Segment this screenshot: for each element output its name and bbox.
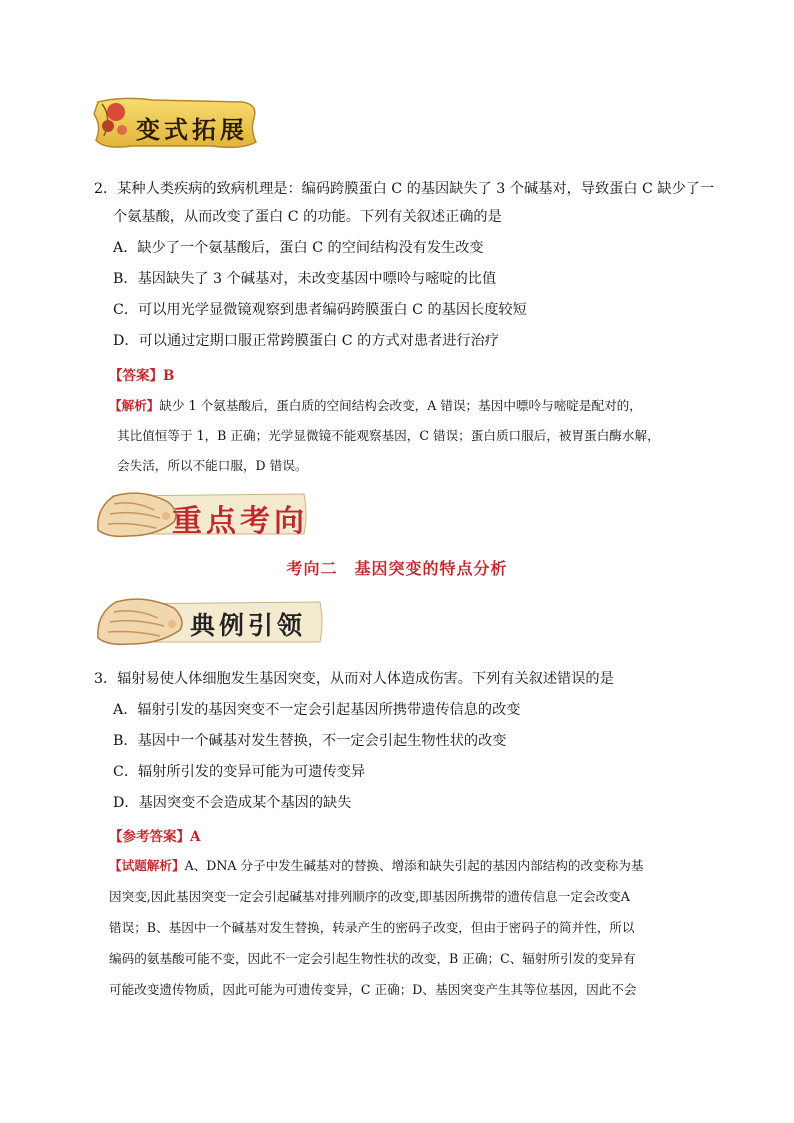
question-2-option-c: C．可以用光学显微镜观察到患者编码跨膜蛋白 C 的基因长度较短 [113,302,527,318]
banner-key-title: 重点考向 [172,504,308,539]
explanation-label: 【解析】 [109,398,160,413]
banner-example-title: 典例引领 [190,611,307,640]
banner-variant-extension [92,96,260,152]
answer-value: B [163,368,175,384]
question-3-explanation-line-4: 编码的氨基酸可能不变，因此不一定会引起生物性状的改变，B 正确；C、辐射所引发的变异有 [109,951,636,966]
question-2-explanation-line-1: 【解析】缺少 1 个氨基酸后，蛋白质的空间结构会改变，A 错误；基因中嘌呤与嘧啶是配对的， [109,398,642,413]
question-2-line-1: 2．某种人类疾病的致病机理是：编码跨膜蛋白 C 的基因缺失了 3 个碱基对，导致蛋白 C 缺少了一 [94,181,715,197]
section-heading: 考向二 基因突变的特点分析 [286,559,508,578]
question-2-option-d: D．可以通过定期口服正常跨膜蛋白 C 的方式对患者进行治疗 [113,333,499,349]
question-3-option-c: C．辐射所引发的变异可能为可遗传变异 [113,764,366,780]
question-3-explanation-line-1: 【试题解析】A、DNA 分子中发生碱基对的替换、增添和缺失引起的基因内部结构的改变称为基 [109,858,644,873]
question-2-line-2: 个氨基酸，从而改变了蛋白 C 的功能。下列有关叙述正确的是 [113,209,502,225]
question-2-explanation-line-2: 其比值恒等于 1，B 正确；光学显微镜不能观察基因，C 错误；蛋白质口服后，被胃蛋白酶水解， [117,428,660,443]
answer-label: 【参考答案】 [109,829,190,845]
question-3-option-d: D．基因突变不会造成某个基因的缺失 [113,795,352,811]
answer-label: 【答案】 [109,368,163,384]
question-2-option-b: B．基因缺失了 3 个碱基对，未改变基因中嘌呤与嘧啶的比值 [113,271,497,287]
question-3-explanation-line-3: 错误；B、基因中一个碱基对发生替换，转录产生的密码子改变，但由于密码子的简并性，所以 [109,920,635,935]
question-3-answer [109,825,200,845]
banner-example-guide [94,592,326,648]
banner-variant-title: 变式拓展 [136,115,248,144]
question-3-explanation-line-5: 可能改变遗传物质，因此可能为可遗传变异，C 正确；D、基因突变产生其等位基因，因此不会 [109,982,637,997]
answer-value: A [190,829,201,845]
question-3-option-b: B．基因中一个碱基对发生替换，不一定会引起生物性状的改变 [113,733,507,749]
question-3-option-a: A．辐射引发的基因突变不一定会引起基因所携带遗传信息的改变 [113,702,521,718]
explanation-label: 【试题解析】 [109,858,185,873]
question-2-option-a: A．缺少了一个氨基酸后，蛋白 C 的空间结构没有发生改变 [113,240,484,256]
question-3-explanation-line-2: 因突变,因此基因突变一定会引起碱基对排列顺序的改变,即基因所携带的遗传信息一定会改变A [109,889,630,904]
question-3-line-1: 3．辐射易使人体细胞发生基因突变，从而对人体造成伤害。下列有关叙述错误的是 [94,671,614,687]
question-2-answer [109,364,174,384]
question-2-explanation-line-3: 会失活，所以不能口服，D 错误。 [117,458,308,473]
banner-key-direction [94,486,312,542]
